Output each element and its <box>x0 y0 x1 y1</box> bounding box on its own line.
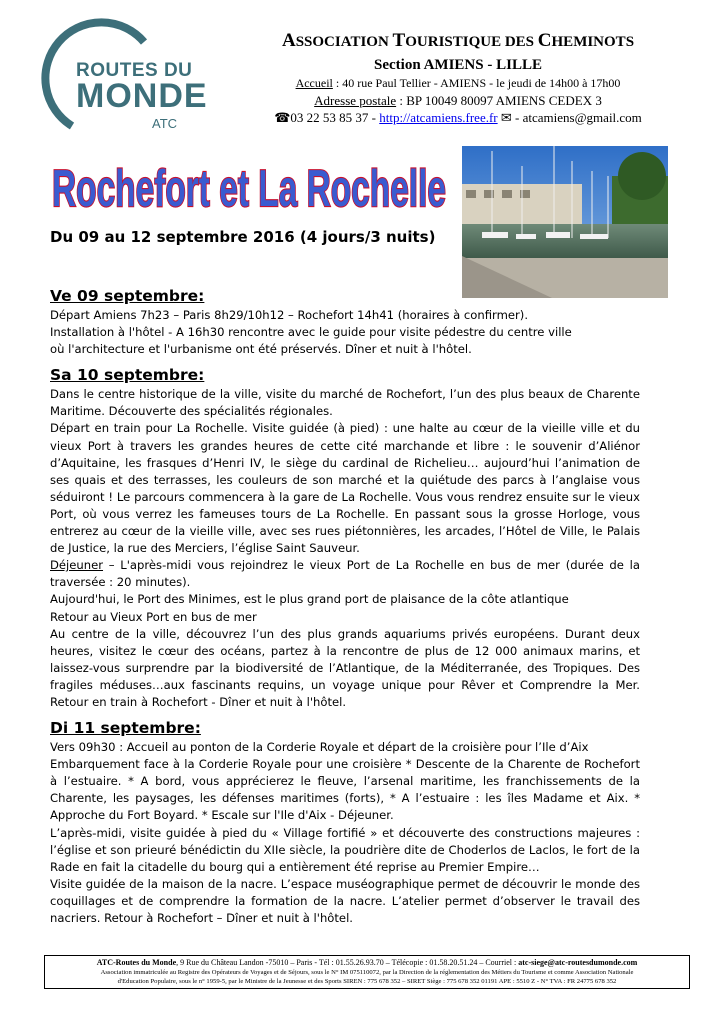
trip-dates: Du 09 au 12 septembre 2016 (4 jours/3 nuits) <box>50 228 436 246</box>
day2-para6: Au centre de la ville, découvrez l’un des plus grands aquariums privés européens. Durant deux heures, visitez le cœur des océans, partez à la rencontre de plus de 12 000 animaux marins, et laissez-vous surprendre par la biodiversité de l’Atlantique, de la Méditerranée, des Tropiques. Des fragiles méduses…aux fascinants requins, un voyage unique pour Rêver et Comprendre la Mer. Retour en train à Rochefort - Dîner et nuit à l'hôtel. <box>50 626 640 709</box>
footer <box>44 955 690 989</box>
trip-title-text: Rochefort et La Rochelle <box>52 160 446 218</box>
day3-para4: Visite guidée de la maison de la nacre. L’espace muséographique permet de découvrir le monde des coquillages et de comprendre la formation de la nacre. L’atelier permet d’observer le travail des nacriers. Retour à Rochefort – Dîner et nuit à l'hôtel. <box>50 876 640 925</box>
day2-para5: Retour au Vieux Port en bus de mer <box>50 609 257 624</box>
phone-number: 03 22 53 85 37 - <box>290 110 380 125</box>
footer-email[interactable]: atc-siege@atc-routesdumonde.com <box>518 958 638 967</box>
accueil-line: Accueil : 40 rue Paul Tellier - AMIENS - le jeudi de 14h00 à 17h00 <box>295 76 621 90</box>
atc-logo <box>32 22 212 140</box>
section-name: Section AMIENS - LILLE <box>374 57 542 73</box>
trip-title <box>50 150 450 220</box>
day1-heading: Ve 09 septembre: <box>50 287 205 305</box>
footer-line3: d'Education Populaire, sous le n° 1959-5, par le Ministre de la Jeunesse et des Sports SIREN : 775 678 352 – SIRET Siège : 775 678 352 01191 APE : 5510 Z - N° TVA : FR 24775 678 352 <box>117 978 617 985</box>
day2-lunch: Déjeuner – L'après-midi vous rejoindrez le vieux Port de La Rochelle en bus de mer (durée de la traversée : 20 minutes). <box>50 558 640 590</box>
association-header <box>228 28 688 126</box>
footer-line1: ATC-Routes du Monde, 9 Rue du Château Landon -75010 – Paris - Tél : 01.55.26.93.70 – Télécopie : 01.58.20.51.24 – Courriel : atc-siege@atc-routesdumonde.com <box>96 958 638 967</box>
footer-line2: Association immatriculée au Registre des Opérateurs de Voyages et de Séjours, sous le N° IM 075110072, par la Direction de la réglementation des Métiers du Tourisme et comme Association Nationale <box>100 969 634 976</box>
day1-para1: Départ Amiens 7h23 – Paris 8h29/10h12 – Rochefort 14h41 (horaires à confirmer). <box>50 308 529 322</box>
day2-para2: Départ en train pour La Rochelle. Visite guidée (à pied) : une halte au cœur de la vieille ville et du vieux Port à travers les grandes heures de cette cité marchande et libre : le souvenir d’Aliénor d’Aquitaine, les frasques d’Henri IV, le siège du cardinal de Richelieu… aujourd’hui l’animation de ses quais et des terrasses, les couleurs de son marché et la quiétude des parcs à l’anglaise vous séduiront ! Le parcours commencera à la gare de La Rochelle. Vous vous rendrez ensuite sur le vieux Port, où vous verrez les fameuses tours de La Rochelle. En passant sous la grosse Horloge, vous entrerez au cœur de la vieille ville, avec ses rues piétonnières, les arcades, l’Hôtel de Ville, le Palais de Justice, la rue des Merciers, l’église Saint Sauveur. <box>50 421 640 556</box>
logo-text-line3: ATC <box>152 116 178 131</box>
contact-line <box>228 109 688 126</box>
day3-para1: Vers 09h30 : Accueil au ponton de la Corderie Royale et départ de la croisière pour l’Ile d’Aix <box>50 740 589 755</box>
postal-address-line: Adresse postale : BP 10049 80097 AMIENS CEDEX 3 <box>314 93 602 108</box>
day3-heading: Di 11 septembre: <box>50 719 201 738</box>
day3-para2: Embarquement face à la Corderie Royale pour une croisière * Descente de la Charente de Rochefort à l’estuaire. * A bord, vous apprécierez le fleuve, l’arsenal maritime, les franchissements de la Charente, les paysages, les défenses maritimes (forts), * A l’estuaire : les îles Madame et Aix. * Approche du Fort Boyard. * Escale sur l'Ile d'Aix - Déjeuner. <box>50 757 640 823</box>
association-title: ASSOCIATION TOURISTIQUE DES CHEMINOTS <box>281 30 635 51</box>
day1-para3: où l'architecture et l'urbanisme ont été préservés. Dîner et nuit à l'hôtel. <box>50 342 472 357</box>
day3-para3: L’après-midi, visite guidée à pied du « Village fortifié » et découverte des constructions majeures : l’église et son prieuré bénédictin du XIIe siècle, la poudrière dite de Choderlos de Laclos, le fort de la Rade en fait la citadelle du bourg qui a entièrement été reprise au Premier Empire… <box>50 825 640 874</box>
harbour-photo <box>462 146 668 298</box>
logo-text-line2: MONDE <box>76 77 208 115</box>
day2-para1: Dans le centre historique de la ville, visite du marché de Rochefort, l’un des plus beaux de Charente Maritime. Découverte des spécialités régionales. <box>50 387 640 419</box>
day2-heading: Sa 10 septembre: <box>50 366 205 385</box>
website-link[interactable]: http://atcamiens.free.fr <box>379 110 498 125</box>
day2-para4: Aujourd'hui, le Port des Minimes, est le plus grand port de plaisance de la côte atlantique <box>50 592 569 607</box>
email-icon: ✉ <box>500 110 512 125</box>
day1-para2: Installation à l'hôtel - A 16h30 rencontre avec le guide pour visite pédestre du centre ville <box>50 325 572 340</box>
email-address[interactable]: - atcamiens@gmail.com <box>511 110 642 125</box>
logo-text-line1: ROUTES DU <box>76 60 193 81</box>
phone-icon: ☎ <box>274 110 291 125</box>
itinerary <box>50 285 640 927</box>
